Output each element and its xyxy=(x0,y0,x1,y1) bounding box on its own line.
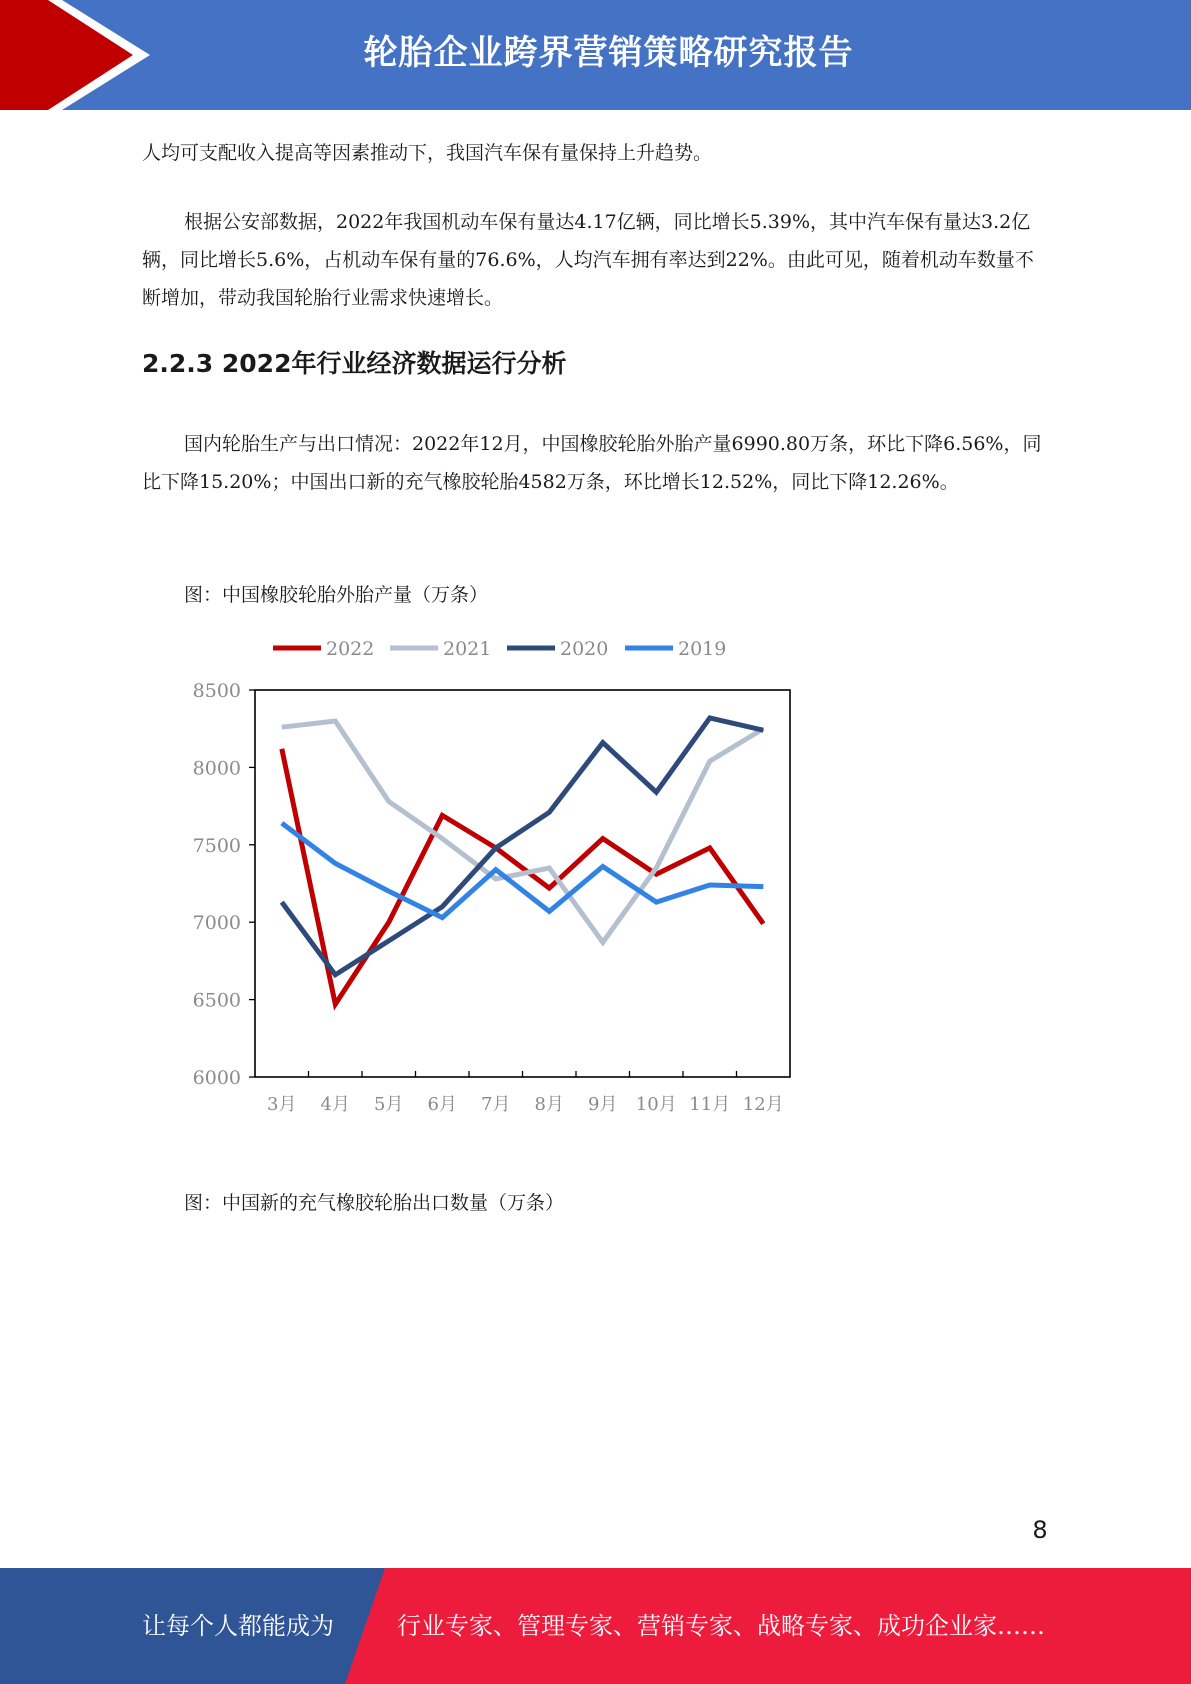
y-tick-label: 7500 xyxy=(192,834,241,857)
section-heading: 2.2.3 2022年行业经济数据运行分析 xyxy=(142,349,567,378)
x-tick-label: 5月 xyxy=(374,1094,404,1115)
x-tick-label: 12月 xyxy=(742,1094,784,1115)
paragraph-tire-production: 国内轮胎生产与出口情况：2022年12月，中国橡胶轮胎外胎产量6990.80万条，环比下降6.56%，同比下降15.20%；中国出口新的充气橡胶轮胎4582万条，环比增长12.52%，同比下降12.26%。 xyxy=(142,433,1042,493)
series-line-2022 xyxy=(282,749,764,1004)
figure-caption-production: 图：中国橡胶轮胎外胎产量（万条） xyxy=(184,584,489,606)
page-footer xyxy=(0,1568,1191,1684)
x-tick-label: 3月 xyxy=(267,1094,297,1115)
legend-label-2022: 2022 xyxy=(326,638,375,660)
page-header xyxy=(0,0,1191,110)
figure-caption-export: 图：中国新的充气橡胶轮胎出口数量（万条） xyxy=(184,1192,565,1214)
y-tick-label: 6000 xyxy=(192,1067,241,1089)
legend-label-2021: 2021 xyxy=(443,638,492,660)
x-tick-label: 10月 xyxy=(635,1094,677,1115)
y-tick-label: 6500 xyxy=(192,989,241,1012)
chart-legend xyxy=(273,638,726,660)
x-tick-label: 11月 xyxy=(689,1094,731,1115)
legend-label-2020: 2020 xyxy=(560,638,609,660)
y-tick-label: 8500 xyxy=(192,680,241,702)
series-line-2020 xyxy=(282,718,764,975)
y-axis xyxy=(193,680,255,1089)
paragraph-intro: 人均可支配收入提高等因素推动下，我国汽车保有量保持上升趋势。 xyxy=(142,142,713,164)
footer-tagline: 行业专家、管理专家、营销专家、战略专家、成功企业家…… xyxy=(397,1612,1045,1640)
x-tick-label: 9月 xyxy=(588,1094,618,1115)
y-tick-label: 8000 xyxy=(192,757,241,780)
x-tick-label: 4月 xyxy=(320,1094,350,1115)
x-tick-label: 8月 xyxy=(534,1094,564,1115)
x-tick-label: 7月 xyxy=(481,1094,511,1115)
paragraph-vehicle-stats: 根据公安部数据，2022年我国机动车保有量达4.17亿辆，同比增长5.39%，其中汽车保有量达3.2亿辆，同比增长5.6%，占机动车保有量的76.6%，人均汽车拥有率达到22%。由此可见，随着机动车数量不断增加，带动我国轮胎行业需求快速增长。 xyxy=(142,211,1034,309)
footer-slogan: 让每个人都能成为 xyxy=(142,1612,334,1640)
chart-series xyxy=(282,718,764,1004)
report-title: 轮胎企业跨界营销策略研究报告 xyxy=(363,33,854,73)
x-tick-label: 6月 xyxy=(427,1094,457,1115)
tire-production-chart xyxy=(180,625,800,1125)
page-number: 8 xyxy=(1032,1516,1048,1544)
legend-label-2019: 2019 xyxy=(678,638,727,660)
y-tick-label: 7000 xyxy=(192,912,241,935)
